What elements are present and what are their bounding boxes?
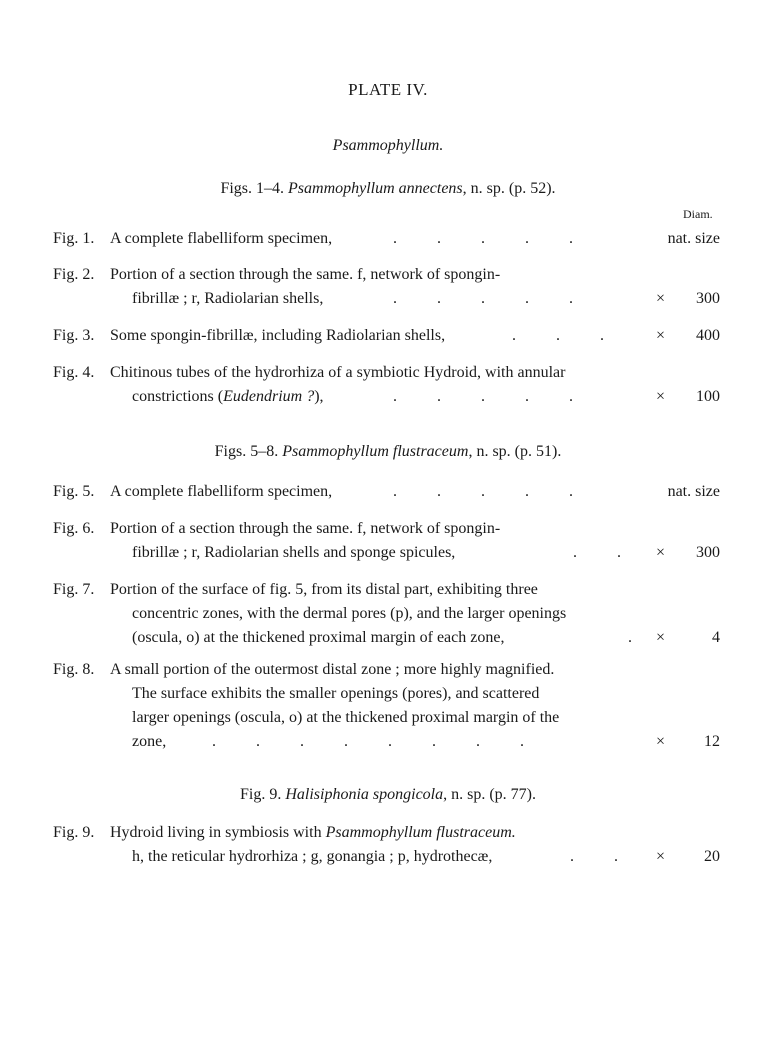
times-sign: × bbox=[656, 388, 666, 405]
figure-entry-7 bbox=[0, 578, 776, 650]
figure-caption-cont: The surface exhibits the smaller openings (pores), and scattered bbox=[132, 685, 540, 702]
figure-entry-9 bbox=[0, 821, 776, 869]
figure-label: Fig. 2. bbox=[53, 266, 95, 283]
times-sign: × bbox=[656, 290, 666, 307]
figure-caption-cont: zone, bbox=[132, 733, 167, 750]
caption-text: ), bbox=[314, 388, 324, 405]
figure-entry-2 bbox=[0, 263, 776, 311]
figure-caption-cont: fibrillæ ; r, Radiolarian shells and sponge spicules, bbox=[132, 544, 456, 561]
figure-caption: A complete flabelliform specimen, bbox=[110, 230, 333, 247]
genus-title: Psammophyllum. bbox=[332, 137, 444, 154]
section-heading-1 bbox=[0, 180, 776, 198]
figure-label: Fig. 4. bbox=[53, 364, 95, 381]
figure-label: Fig. 7. bbox=[53, 581, 95, 598]
figure-caption-cont: concentric zones, with the dermal pores (p), and the larger openings bbox=[132, 605, 567, 622]
magnification: 12 bbox=[704, 733, 720, 750]
section-prefix: Figs. 5–8. bbox=[214, 443, 279, 460]
figure-caption: Chitinous tubes of the hydrorhiza of a symbiotic Hydroid, with annular bbox=[110, 364, 566, 381]
figure-label: Fig. 1. bbox=[53, 230, 95, 247]
caption-text: constrictions ( bbox=[132, 388, 224, 405]
leader-dots: . . . . . bbox=[393, 290, 573, 307]
figure-caption: Portion of a section through the same. f, network of spongin- bbox=[110, 520, 501, 537]
figure-caption: Some spongin-fibrillæ, including Radiolarian shells, bbox=[110, 327, 446, 344]
section-suffix: , n. sp. (p. 51). bbox=[468, 443, 562, 460]
figure-entry-4 bbox=[0, 361, 776, 409]
diam-label: Diam. bbox=[683, 207, 713, 221]
times-sign: × bbox=[656, 848, 666, 865]
magnification: 300 bbox=[696, 544, 720, 561]
magnification: 400 bbox=[696, 327, 720, 344]
magnification: 4 bbox=[712, 629, 720, 646]
leader-dots: . . bbox=[573, 544, 621, 561]
section-heading-3 bbox=[0, 786, 776, 804]
section-suffix: , n. sp. (p. 52). bbox=[462, 180, 556, 197]
section-prefix: Figs. 1–4. bbox=[220, 180, 285, 197]
figure-caption-cont: h, the reticular hydrorhiza ; g, gonangia ; p, hydrothecæ, bbox=[132, 848, 493, 865]
figure-label: Fig. 3. bbox=[53, 327, 95, 344]
figure-caption: Portion of the surface of fig. 5, from its distal part, exhibiting three bbox=[110, 581, 538, 598]
figure-label: Fig. 8. bbox=[53, 661, 95, 678]
times-sign: × bbox=[656, 629, 666, 646]
leader-dots: . . bbox=[570, 848, 618, 865]
leader-dots: . . . . . . . . bbox=[212, 733, 524, 750]
figure-label: Fig. 5. bbox=[53, 483, 95, 500]
times-sign: × bbox=[656, 327, 666, 344]
section-prefix: Fig. 9. bbox=[239, 786, 282, 803]
figure-label: Fig. 9. bbox=[53, 824, 95, 841]
figure-caption-cont bbox=[132, 385, 324, 409]
magnification: 300 bbox=[696, 290, 720, 307]
figure-caption-cont: larger openings (oscula, o) at the thickened proximal margin of the bbox=[132, 709, 560, 726]
times-sign: × bbox=[656, 733, 666, 750]
figure-label: Fig. 6. bbox=[53, 520, 95, 537]
leader-dots: . . . . . bbox=[393, 483, 573, 500]
magnification: nat. size bbox=[667, 230, 720, 247]
magnification: nat. size bbox=[667, 483, 720, 500]
caption-italic: Psammophyllum flustraceum. bbox=[325, 824, 516, 841]
leader-dots: . . . . . bbox=[393, 388, 573, 405]
section-heading-2 bbox=[0, 443, 776, 461]
figure-entry-3 bbox=[0, 324, 776, 348]
figure-entry-8 bbox=[0, 658, 776, 754]
section-suffix: , n. sp. (p. 77). bbox=[443, 786, 536, 803]
times-sign: × bbox=[656, 544, 666, 561]
magnification: 100 bbox=[696, 388, 720, 405]
leader-dots: . bbox=[628, 629, 632, 646]
caption-italic: Eudendrium ? bbox=[223, 388, 315, 405]
figure-entry-6 bbox=[0, 517, 776, 565]
figure-caption-cont: (oscula, o) at the thickened proximal margin of each zone, bbox=[132, 629, 505, 646]
figure-caption: A small portion of the outermost distal zone ; more highly magnified. bbox=[110, 661, 555, 678]
leader-dots: . . . bbox=[512, 327, 604, 344]
caption-text: Hydroid living in symbiosis with bbox=[110, 824, 326, 841]
section-species: Halisiphonia spongicola bbox=[285, 786, 444, 803]
figure-entry-5 bbox=[0, 480, 776, 504]
section-species: Psammophyllum flustraceum bbox=[282, 443, 469, 460]
figure-caption-cont: fibrillæ ; r, Radiolarian shells, bbox=[132, 290, 324, 307]
figure-caption: A complete flabelliform specimen, bbox=[110, 483, 333, 500]
figure-entry-1 bbox=[0, 227, 776, 251]
figure-caption bbox=[110, 821, 516, 845]
plate-title: PLATE IV. bbox=[348, 80, 428, 99]
section-species: Psammophyllum annectens bbox=[288, 180, 463, 197]
magnification: 20 bbox=[704, 848, 720, 865]
figure-caption: Portion of a section through the same. f, network of spongin- bbox=[110, 266, 501, 283]
leader-dots: . . . . . bbox=[393, 230, 573, 247]
